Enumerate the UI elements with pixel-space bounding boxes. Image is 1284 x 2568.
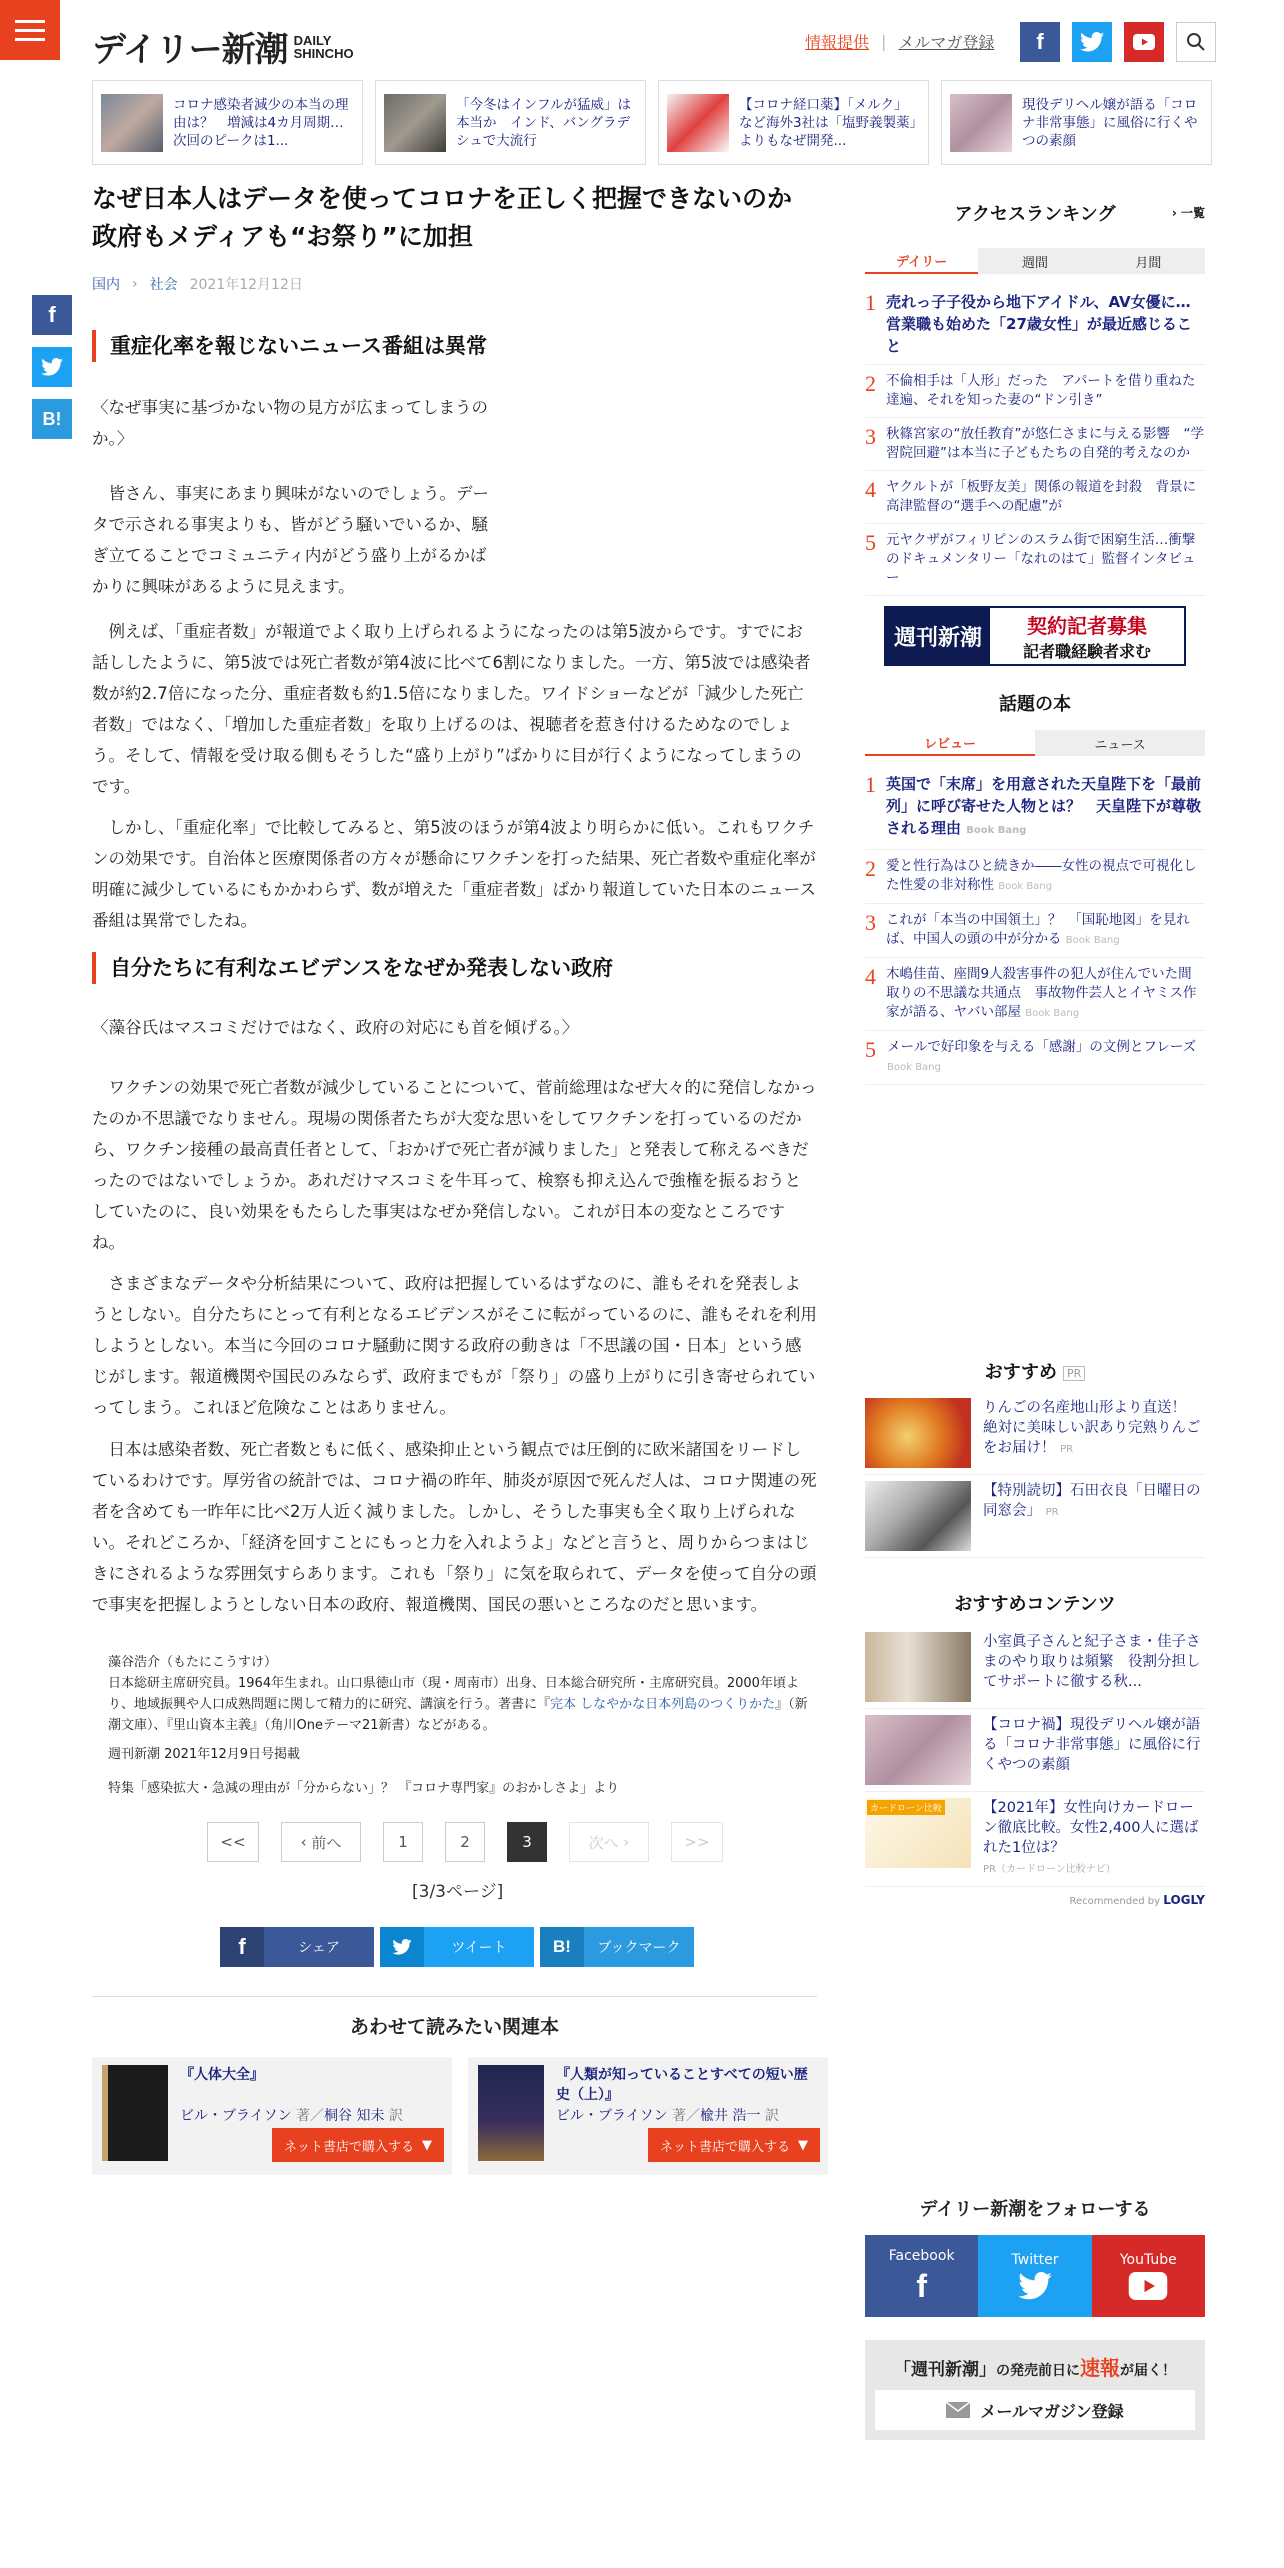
facebook-share-button[interactable]: f シェア (220, 1927, 374, 1967)
facebook-share-icon[interactable]: f (32, 295, 72, 335)
follow-facebook-button[interactable]: Facebook f (865, 2235, 978, 2317)
recommend-thumbnail (865, 1398, 971, 1468)
logo-japanese: デイリー新潮 (92, 30, 288, 70)
article-paragraph: 皆さん、事実にあまり興味がないのでしょう。データで示される事実よりも、皆がどう騒いでいるか、騒ぎ立てることでコミュニティ内がどう盛り上がるかばかりに興味があるように見えます。 (92, 484, 489, 596)
ranking-item[interactable]: 2 不倫相手は「人形」だった アパートを借り重ねた達遍、それを知った妻の“ドン引き” (865, 365, 1205, 418)
recommend-item[interactable]: 【特別読切】石田衣良「日曜日の同窓会」 PR (865, 1475, 1205, 1558)
book-author: ビル・ブライソン 著／桐谷 知未 訳 (180, 2108, 403, 2124)
breadcrumb-domestic[interactable]: 国内 (92, 277, 120, 293)
youtube-icon[interactable] (1124, 22, 1164, 62)
info-submit-link[interactable]: 情報提供 (805, 33, 870, 52)
page-1-button[interactable]: 1 (383, 1822, 423, 1862)
card-thumbnail (950, 94, 1012, 152)
twitter-icon[interactable] (1072, 22, 1112, 62)
feature-note: 特集「感染拡大・急減の理由が「分からない」？ 『コロナ専門家』のおかしさよ」より (108, 1781, 620, 1796)
tab-news[interactable]: ニュース (1035, 730, 1205, 756)
divider (92, 1996, 817, 1997)
article-paragraph: 〈藻谷氏はマスコミだけではなく、政府の対応にも首を傾げる。〉 (92, 1018, 579, 1037)
related-books-title: あわせて読みたい関連本 (349, 2016, 559, 2038)
first-page-button[interactable]: << (207, 1822, 259, 1862)
source-note: 週刊新潮 2021年12月9日号掲載 (108, 1747, 301, 1762)
follow-youtube-button[interactable]: YouTube (1092, 2235, 1205, 2317)
ranking-item[interactable]: 1 売れっ子子役から地下アイドル、AV女優に…営業職も始めた「27歳女性」が最近感じること (865, 284, 1205, 365)
twitter-share-button[interactable]: ツイート (380, 1927, 534, 1967)
topic-book-item[interactable]: 3 これが「本当の中国領土」？ 「国恥地図」を見れば、中国人の頭の中が分かる Book Bang (865, 904, 1205, 958)
search-icon[interactable] (1176, 22, 1216, 62)
breadcrumb (92, 274, 817, 294)
hatena-bookmark-icon[interactable]: B! (32, 399, 72, 439)
ranking-more-link[interactable]: › 一覧 (1171, 206, 1205, 220)
recommend-item[interactable]: りんごの名産地山形より直送！ 絶対に美味しい訳あり完熟りんごをお届け！ PR (865, 1392, 1205, 1475)
ranking-item[interactable]: 3 秋篠宮家の“放任教育”が悠仁さまに与える影響 “学習院回避”は本当に子どもたちの自発的考えなのか (865, 418, 1205, 471)
last-page-button: >> (671, 1822, 723, 1862)
card-thumbnail (101, 94, 163, 152)
author-name: 藻谷浩介（もたにこうすけ） (108, 1655, 278, 1670)
author-profile: 日本総研主席研究員。1964年生まれ。山口県徳山市（現・周南市）出身、日本総合研究所・主席研究員。2000年頃より、地域振興や人口成熟問題に関して精力的に研究、講演を行う。著書に『完本 しなやかな日本列島のつくりかた』（新潮文庫）、『里山資本主義』（角川Oneテーマ21新書）などがある。 (108, 1676, 808, 1733)
chevron-left-icon: ‹ (300, 1833, 312, 1851)
follow-title: デイリー新潮をフォローする (919, 2199, 1151, 2220)
recommend-thumbnail: カードローン比較 (865, 1798, 971, 1868)
article-paragraph: 〈なぜ事実に基づかない物の見方が広まってしまうのか。〉 (92, 398, 488, 448)
follow-twitter-button[interactable]: Twitter (978, 2235, 1091, 2317)
card-thumbnail (384, 94, 446, 152)
twitter-icon (380, 1927, 424, 1967)
recommend-contents-title: おすすめコンテンツ (954, 1594, 1116, 1615)
topic-book-item[interactable]: 4 木嶋佳苗、座間9人殺害事件の犯人が住んでいた間取りの不思議な共通点 事故物件芸人とイヤミス作家が語る、ヤバい部屋 Book Bang (865, 958, 1205, 1031)
recommend-title: おすすめ PR (865, 1358, 1205, 1384)
recruit-banner[interactable]: 週刊新潮 契約記者募集 記者職経験者求む (884, 606, 1186, 666)
logly-credit[interactable]: Recommended by LOGLY (1069, 1893, 1205, 1907)
recommend-thumbnail (865, 1632, 971, 1702)
article-title: なぜ日本人はデータを使ってコロナを正しく把握できないのか 政府もメディアも“お祭り”に加担 (92, 184, 793, 251)
access-ranking (865, 200, 1205, 666)
topic-book-item[interactable]: 5 メールで好印象を与える「感謝」の文例とフレーズ Book Bang (865, 1031, 1205, 1085)
chevron-right-icon: › (132, 276, 138, 292)
breadcrumb-society[interactable]: 社会 (149, 277, 178, 293)
left-share-bar (32, 295, 72, 439)
ranking-item[interactable]: 4 ヤクルトが「板野友美」関係の報道を封殺 背景に高津監督の“選手への配慮”が (865, 471, 1205, 524)
tab-weekly[interactable]: 週間 (978, 248, 1091, 274)
related-book[interactable] (92, 2057, 452, 2175)
prev-page-button[interactable]: ‹ 前へ (281, 1822, 361, 1862)
tab-daily[interactable]: デイリー (865, 248, 978, 274)
book-cover (102, 2065, 168, 2161)
recommend-content-item[interactable]: カードローン比較 【2021年】女性向けカードローン徹底比較。女性2,400人に選ばれた1位は？ PR（カードローン比較ナビ） (865, 1792, 1205, 1887)
ranking-title: アクセスランキング (954, 204, 1116, 225)
book-title[interactable]: 『人体大全』 (180, 2067, 264, 2083)
article-paragraph: ワクチンの効果で死亡者数が減少していることについて、菅前総理はなぜ大々的に発信しなかったのか不思議でなりません。現場の関係者たちが大変な思いをしてワクチンを打っているのだから、ワクチン接種の最高責任者として、「おかげで死亡者が減りました」と発表して称えるべきだったのではないでしょうか。あれだけマスコミを牛耳って、検察も抑え込んで強権を振るおうとしていたのに、良い効果をもたらした事実はなぜか発信しない。これが日本の変なところですね。 (92, 1078, 817, 1252)
twitter-share-icon[interactable] (32, 347, 72, 387)
related-book[interactable] (468, 2057, 828, 2175)
page-2-button[interactable]: 2 (445, 1822, 485, 1862)
page-3-button[interactable]: 3 (507, 1822, 547, 1862)
facebook-icon[interactable]: f (1020, 22, 1060, 62)
facebook-icon: f (220, 1927, 264, 1967)
section-heading: 重症化率を報じないニュース番組は異常 (92, 330, 487, 362)
card-title: 現役デリヘル嬢が語る「コロナ非常事態」に風俗に行くやつの素顔 (1022, 96, 1198, 149)
topic-books (865, 690, 1205, 1085)
article-paragraph: さまざまなデータや分析結果について、政府は把握しているはずなのに、誰もそれを発表しようとしない。自分たちにとって有利となるエビデンスがそこに転がっているのに、誰もそれを利用しようとしない。本当に今回のコロナ騒動に関する政府の動きは「不思議の国・日本」という感じがします。報道機関や国民のみならず、政府までもが「祭り」の盛り上がりに引き寄せられていってしまう。これほど危険なことはありません。 (92, 1274, 817, 1417)
caret-down-icon: ▼ (422, 2137, 432, 2153)
recommend-content-item[interactable]: 小室眞子さんと紀子さま・佳子さまのやり取りは頻繁 役割分担してサポートに徹する秋... (865, 1626, 1205, 1709)
book-title[interactable]: 『人類が知っていることすべての短い歴史（上）』 (556, 2067, 808, 2103)
caret-down-icon: ▼ (798, 2137, 808, 2153)
top-card[interactable] (92, 80, 363, 165)
mailmag-text: 「週刊新潮」の発売前日に速報が届く！ (894, 2356, 1176, 2380)
hatena-bookmark-button[interactable]: B! ブックマーク (540, 1927, 694, 1967)
site-logo[interactable] (92, 22, 354, 71)
topic-book-item[interactable]: 1 英国で「末席」を用意された天皇陛下を「最前列」に呼び寄せた人物とは？ 天皇陛下が尊敬される理由 Book Bang (865, 766, 1205, 850)
book-author: ビル・ブライソン 著／楡井 浩一 訳 (556, 2108, 779, 2124)
recommend-pr (865, 1358, 1205, 1558)
topic-book-item[interactable]: 2 愛と性行為はひと続きか――女性の視点で可視化した性愛の非対称性 Book Bang (865, 850, 1205, 904)
topic-books-title: 話題の本 (999, 694, 1071, 715)
mailmag-link[interactable]: メルマガ登録 (898, 33, 995, 52)
book-link[interactable]: 完本 しなやかな日本列島のつくりかた (550, 1697, 776, 1712)
hamburger-menu-button[interactable] (0, 0, 60, 60)
tab-monthly[interactable]: 月間 (1092, 248, 1205, 274)
pagination (207, 1822, 723, 1862)
tab-review[interactable]: レビュー (865, 730, 1035, 756)
next-page-button: 次へ › (569, 1822, 649, 1862)
envelope-icon (946, 2402, 970, 2418)
share-buttons (220, 1927, 694, 1967)
recommend-content-item[interactable]: 【コロナ禍】現役デリヘル嬢が語る「コロナ非常事態」に風俗に行くやつの素顔 (865, 1709, 1205, 1792)
twitter-icon (1018, 2272, 1052, 2300)
chevron-right-icon: › (618, 1833, 630, 1851)
author-bio (108, 1652, 813, 1736)
mailmag-box (865, 2340, 1205, 2440)
recommend-thumbnail (865, 1481, 971, 1551)
recommend-thumbnail (865, 1715, 971, 1785)
top-card[interactable] (941, 80, 1212, 165)
article-header (92, 180, 817, 294)
article-paragraph: しかし、「重症化率」で比較してみると、第5波のほうが第4波より明らかに低い。これもワクチンの効果です。自治体と医療関係者の方々が懸命にワクチンを打った結果、死亡者数や重症化率が明確に減少しているにもかかわらず、数が増えた「重症者数」ばかり報道していた日本のニュース番組は異常でしたね。 (92, 818, 816, 930)
page-count: [3/3ページ] (412, 1882, 504, 1902)
top-news-cards (92, 80, 1212, 165)
buy-book-button[interactable]: ネット書店で購入する ▼ (272, 2128, 444, 2162)
follow-buttons (865, 2235, 1205, 2317)
card-title: コロナ感染者減少の本当の理由は？ 増減は4カ月周期…次回のピークは1... (173, 96, 349, 149)
book-cover (478, 2065, 544, 2161)
top-card[interactable] (375, 80, 646, 165)
recommend-contents (865, 1590, 1205, 1907)
card-title: 「今冬はインフルが猛威」は本当か インド、バングラデシュで大流行 (456, 96, 631, 149)
hatena-bookmark-icon: B! (540, 1927, 584, 1967)
buy-book-button[interactable]: ネット書店で購入する ▼ (648, 2128, 820, 2162)
youtube-icon (1128, 2272, 1168, 2300)
mailmag-register-button[interactable]: メールマガジン登録 (875, 2390, 1195, 2430)
logo-english: DAILY SHINCHO (293, 32, 354, 61)
article-paragraph: 日本は感染者数、死亡者数ともに低く、感染抑止という観点では圧倒的に欧米諸国をリードしているわけです。厚労省の統計では、コロナ禍の昨年、肺炎が原因で死んだ人は、コロナ関連の死者を含めても一昨年に比べ2万人近く減りました。しかし、そうした事実も全く取り上げられない。それどころか、「経済を回すことにもっと力を入れようよ」などと言うと、周りからつまはじきにされるような雰囲気すらあります。これも「祭り」に気を取られて、データを使って自分の頭で事実を把握しようとしない日本の政府、報道機関、国民の悪いところなのだと思います。 (92, 1440, 817, 1614)
facebook-icon: f (916, 2267, 927, 2304)
article-paragraph: 例えば、「重症者数」が報道でよく取り上げられるようになったのは第5波からです。すでにお話ししたように、第5波では死亡者数が第4波に比べて6割になりました。一方、第5波では感染者数が約2.7倍になった分、重症者数も約1.5倍になりました。ワイドショーなどが「減少した死亡者数」ではなく、「増加した重症者数」を取り上げるのは、視聴者を惹き付けるためなのでしょう。そして、情報を受け取る側もそうした“盛り上がり”ばかりに目が行くようになってしまうのです。 (92, 622, 811, 796)
article-date: 2021年12月12日 (189, 277, 303, 293)
ranking-item[interactable]: 5 元ヤクザがフィリピンのスラム街で困窮生活…衝撃のドキュメンタリー「なれのはて」監督インタビュー (865, 524, 1205, 596)
section-heading: 自分たちに有利なエビデンスをなぜか発表しない政府 (92, 952, 613, 984)
top-card[interactable] (658, 80, 929, 165)
card-thumbnail (667, 94, 729, 152)
card-title: 【コロナ経口薬】「メルク」など海外3社は「塩野義製薬」よりもなぜ開発... (739, 96, 917, 149)
